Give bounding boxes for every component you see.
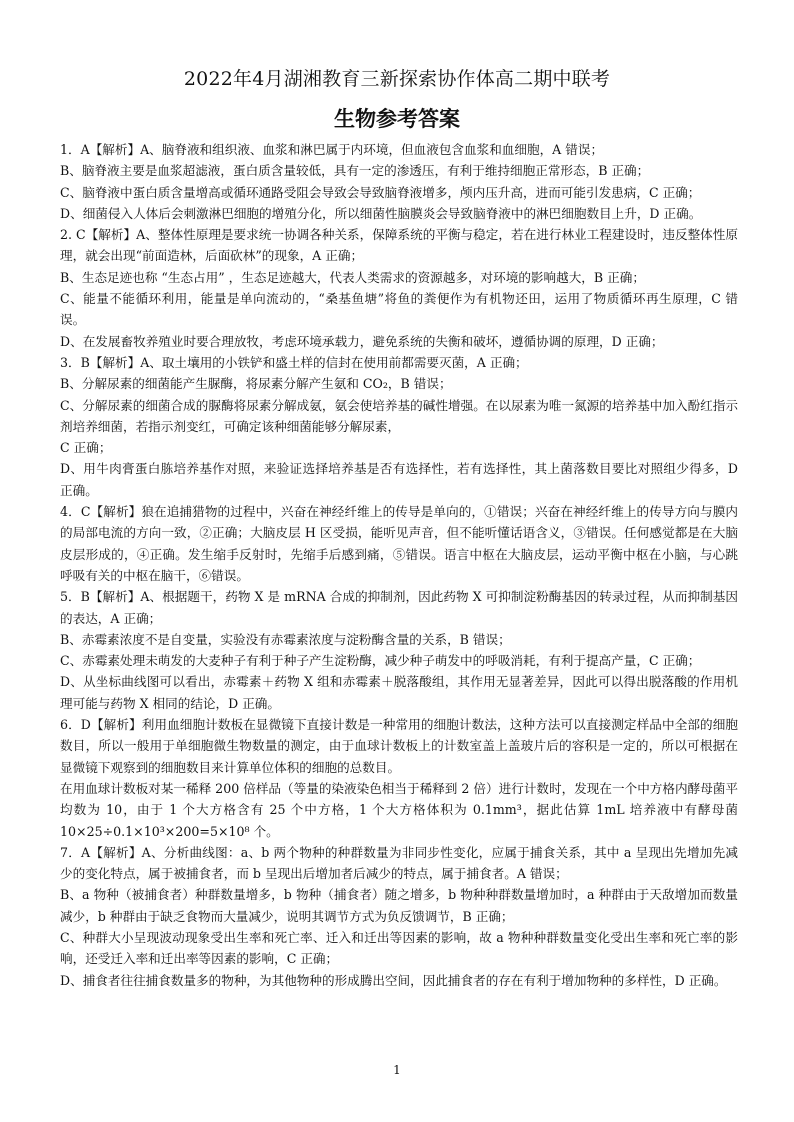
answer-body [60,139,738,991]
answer-2-line-b: B、生态足迹也称 “生态占用” ，生态足迹越大，代表人类需求的资源越多，对环境的影响越大，B 正确； [60,269,645,285]
answer-1-line-b: B、脑脊液主要是血浆超滤液，蛋白质含量较低，具有一定的渗透压，有利于维持细胞正常形态，B 正确； [60,163,650,179]
answer-7-line-b: B、a 物种（被捕食者）种群数量增多，b 物种（捕食者）随之增多，b 物种种群数量增加时，a 种群由于天敌增加而数量减少，b 种群由于缺乏食物而大量减少，说明其调节方式为负反馈调节，B 正确； [60,887,738,924]
answer-5-line-c: C、赤霉素处理未萌发的大麦种子有利于种子产生淀粉酶，减少种子萌发中的呼吸消耗，有利于提高产量，C 正确； [60,653,701,669]
answer-3-line-c-cont: C 正确； [60,440,112,456]
answer-key-heading: 生物参考答案 [334,107,460,131]
answer-7-line-d: D、捕食者往往捕食数量多的物种，为其他物种的形成腾出空间，因此捕食者的存在有利于增加物种的多样性，D 正确。 [60,972,727,988]
answer-7-line-a: 7．A【解析】A、分析曲线图：a、b 两个物种的种群数量为非同步性变化，应属于捕食关系，其中 a 呈现出先增加先减少的变化特点，属于被捕食者，而 b 呈现出后增加者后减少的特点，属于捕食者。A 错误； [60,844,738,882]
answer-2-line-a: 2. C【解析】A、整体性原理是要求统一协调各种关系，保障系统的平衡与稳定，若在进行林业工程建设时，违反整体性原理，就会出现“前面造林，后面砍林”的现象，A 正确； [60,227,738,264]
answer-3-line-c: C、分解尿素的细菌合成的脲酶将尿素分解成氨，氨会使培养基的碱性增强。在以尿素为唯一氮源的培养基中加入酚红指示剂培养细菌，若指示剂变红，可确定该种细菌能够分解尿素， [60,397,738,434]
answer-5-line-b: B、赤霉素浓度不是自变量，实验没有赤霉素浓度与淀粉酶含量的关系，B 错误； [60,631,511,647]
answer-7-line-c: C、种群大小呈现波动现象受出生率和死亡率、迁入和迁出等因素的影响，故 a 物种种群数量变化受出生率和死亡率的影响，还受迁入率和迁出率等因素的影响，C 正确； [60,929,738,967]
answer-3-line-a: 3．B【解析】A、取土壤用的小铁铲和盛土样的信封在使用前都需要灭菌，A 正确； [60,354,528,370]
answer-5-line-a: 5．B【解析】A、根据题干，药物 X 是 mRNA 合成的抑制剂，因此药物 X 可抑制淀粉酶基因的转录过程，从而抑制基因的表达，A 正确； [60,589,738,626]
answer-1-line-c: C、脑脊液中蛋白质含量增高或循环通路受阻会导致会导致脑脊液增多，颅内压升高，进而可能引发患病，C 正确； [60,184,701,200]
answer-6-line-b: 在用血球计数板对某一稀释 200 倍样品（等量的染液染色相当于稀释到 2 倍）进行计数时，发现在一个中方格内酵母菌平均数为 10，由于 1 个大方格含有 25 个中方格，1 个大方格体积为 0.1mm³，据此估算 1mL 培养液中有酵母菌 10×25÷0.1×10³×200=5×10⁸ 个。 [60,780,738,839]
answer-3-line-d: D、用牛肉膏蛋白胨培养基作对照，来验证选择培养基是否有选择性，若有选择性，其上菌落数目要比对照组少得多，D 正确。 [60,461,738,498]
answer-5-line-d: D、从坐标曲线图可以看出，赤霉素＋药物 X 组和赤霉素＋脱落酸组，其作用无显著差异，因此可以得出脱落酸的作用机理可能与药物 X 相同的结论，D 正确。 [60,674,738,711]
answer-3-line-b: B、分解尿素的细菌能产生脲酶，将尿素分解产生氨和 CO₂，B 错误； [60,376,452,392]
answer-1-line-d: D、细菌侵入人体后会刺激淋巴细胞的增殖分化，所以细菌性脑膜炎会导致脑脊液中的淋巴细胞数目上升，D 正确。 [60,205,702,221]
page-number: 1 [393,1063,401,1077]
answer-2-line-c: C、能量不能循环利用，能量是单向流动的，“桑基鱼塘”将鱼的粪便作为有机物还田，运用了物质循环再生原理，C 错误。 [60,291,738,328]
answer-6-line-a: 6．D【解析】利用血细胞计数板在显微镜下直接计数是一种常用的细胞计数法，这种方法可以直接测定样品中全部的细胞数目，所以一般用于单细胞微生物数量的测定，由于血球计数板上的计数室盖上盖玻片后的容积是一定的，所以可根据在显微镜下观察到的细胞数目来计算单位体积的细胞的总数目。 [60,717,738,775]
answer-2-line-d: D、在发展畜牧养殖业时要合理放牧，考虑环境承载力，避免系统的失衡和破坏，遵循协调的原理，D 正确； [60,333,664,349]
answer-1-line-a: 1．A【解析】A、脑脊液和组织液、血浆和淋巴属于内环境，但血液包含血浆和血细胞，A 错误； [60,142,604,157]
answer-4: 4．C【解析】狼在追捕猎物的过程中，兴奋在神经纤维上的传导是单向的，①错误；兴奋在神经纤维上的传导方向与膜内的局部电流的方向一致，②正确；大脑皮层 H 区受损，能听见声音，但不能听懂话语含义，③错误。任何感觉都是在大脑皮层形成的，④正确。发生缩手反射时，先缩手后感到痛，⑤错误。语言中枢在大脑皮层，运动平衡中枢在小脑，与心跳呼吸有关的中枢在脑干，⑥错误。 [60,504,738,583]
exam-title: 2022年4月湖湘教育三新探索协作体高二期中联考 [183,68,611,90]
